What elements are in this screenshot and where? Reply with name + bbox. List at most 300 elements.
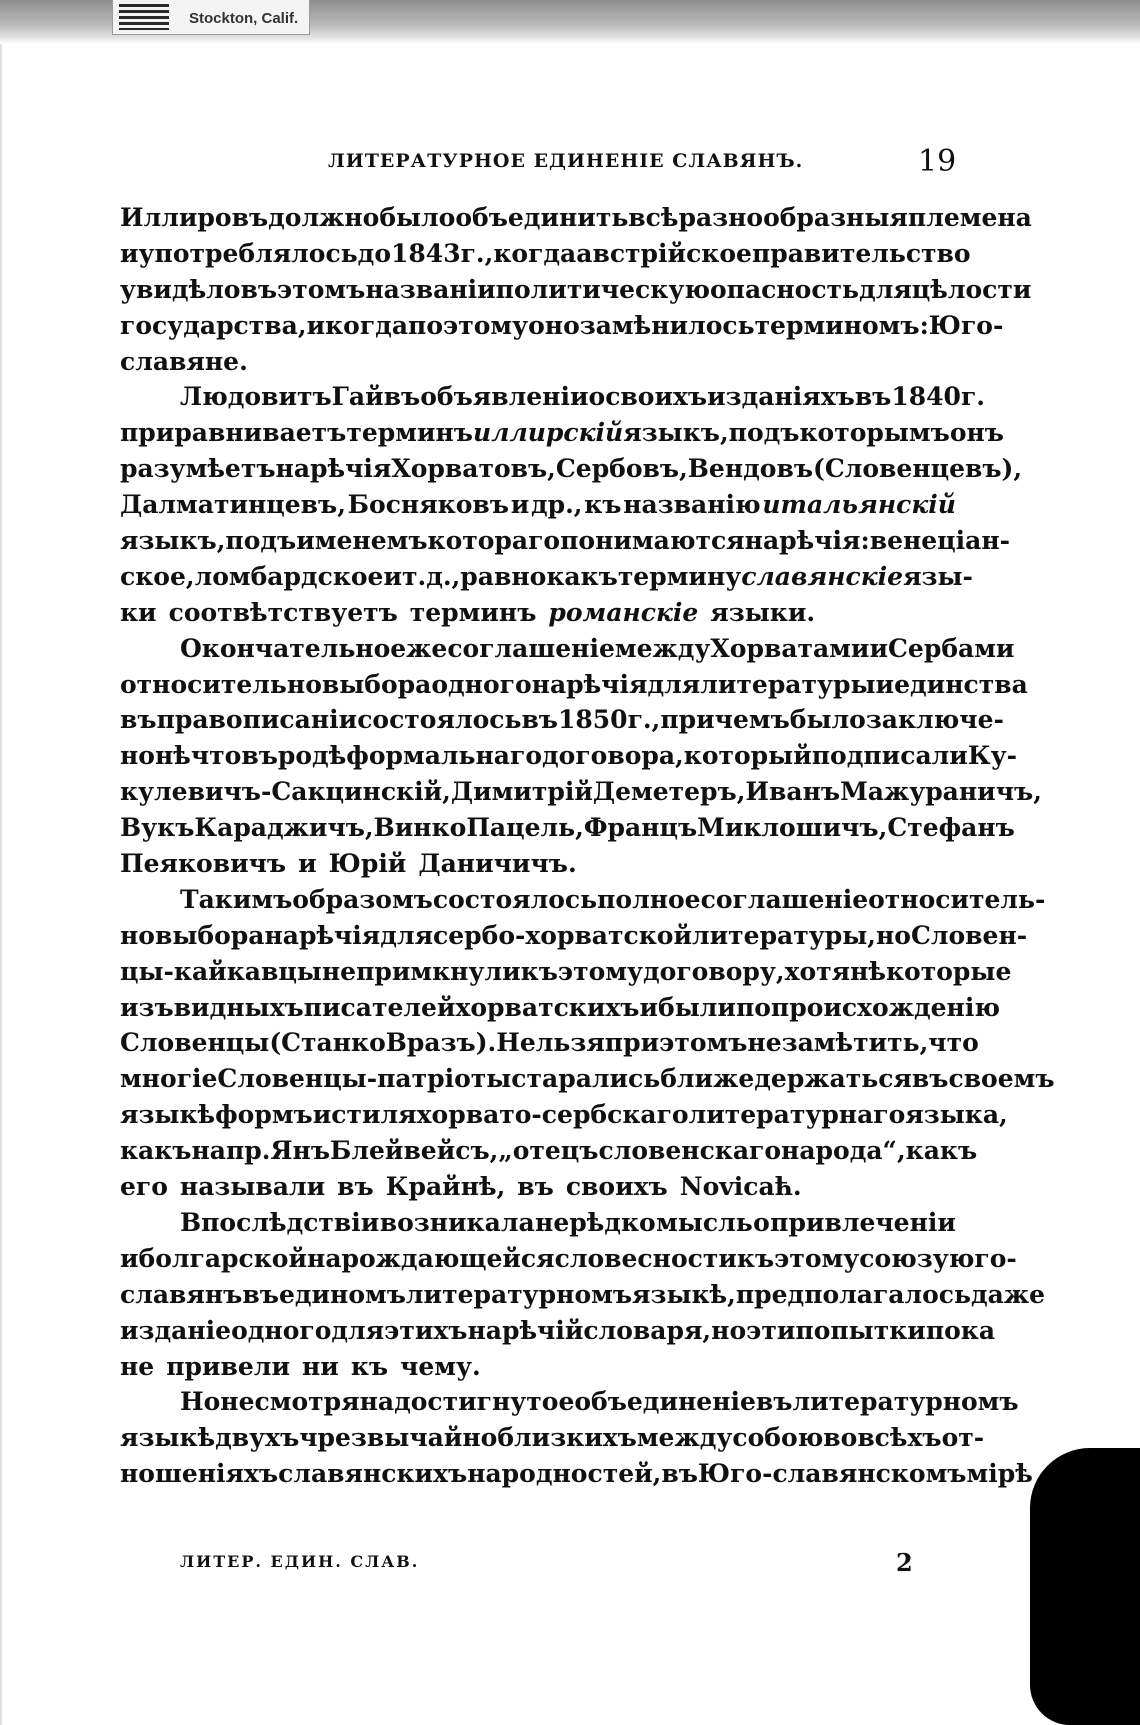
text-line bbox=[120, 631, 1015, 667]
text-line bbox=[120, 1133, 978, 1169]
word: о bbox=[588, 382, 606, 412]
word: состоялось bbox=[357, 705, 522, 735]
word: употреблялось bbox=[138, 238, 358, 268]
page-number: 19 bbox=[918, 144, 957, 179]
word: чему. bbox=[400, 1351, 481, 1381]
word: ни bbox=[302, 1351, 339, 1381]
word: цы-кайкавцы bbox=[120, 956, 322, 986]
word: 1840 bbox=[891, 382, 961, 412]
text-line bbox=[120, 308, 1004, 344]
paragraph bbox=[120, 882, 1055, 1205]
word: и bbox=[510, 490, 530, 520]
word: Далматинцевъ, bbox=[120, 490, 346, 520]
word: этихъ bbox=[384, 1315, 468, 1345]
word: объединеніе bbox=[574, 1387, 756, 1417]
word: литературномъ bbox=[792, 1387, 1019, 1417]
word: Юрій bbox=[328, 849, 407, 879]
word: Блейвейсъ, bbox=[330, 1136, 499, 1166]
stamp-barcode-lines bbox=[119, 4, 169, 30]
word: какъ bbox=[546, 561, 618, 591]
text-line bbox=[120, 667, 1028, 703]
word: называли bbox=[179, 1172, 326, 1202]
word: при bbox=[660, 705, 715, 735]
word: поэтому bbox=[408, 310, 529, 340]
word: Сербами bbox=[888, 633, 1015, 663]
word: 1850 bbox=[558, 705, 628, 735]
word: Хорватовъ, bbox=[391, 454, 556, 484]
word: Пацель, bbox=[466, 813, 584, 843]
word: этому bbox=[557, 956, 643, 986]
word: Novicaћ. bbox=[679, 1172, 802, 1202]
word: др., bbox=[530, 490, 583, 520]
word: г., bbox=[627, 705, 661, 735]
word: Даничичъ. bbox=[418, 849, 577, 879]
word: не bbox=[321, 956, 357, 986]
word: до bbox=[357, 238, 392, 268]
word: ломбардское bbox=[194, 561, 384, 591]
word: Вукъ bbox=[120, 813, 195, 843]
word: во bbox=[823, 1423, 858, 1453]
text-line bbox=[120, 738, 1017, 774]
word: именемъ bbox=[296, 526, 428, 556]
signature-number: 2 bbox=[896, 1548, 913, 1577]
word: Ку- bbox=[967, 741, 1017, 771]
word: въ bbox=[120, 705, 157, 735]
word: сербо-хорватской bbox=[433, 920, 692, 950]
word: и bbox=[120, 1243, 139, 1273]
word: нѣкоторые bbox=[850, 956, 1012, 986]
text-line bbox=[120, 846, 956, 882]
word: Юго-славянскомъ bbox=[697, 1459, 967, 1489]
text-line bbox=[120, 1169, 956, 1205]
word: въ bbox=[383, 382, 421, 412]
text-line bbox=[120, 990, 1000, 1026]
word: г., bbox=[460, 238, 494, 268]
word: приравниваетъ bbox=[120, 418, 347, 448]
word: терминъ bbox=[346, 418, 473, 448]
word: въ bbox=[661, 1459, 698, 1489]
word: не bbox=[747, 1028, 782, 1058]
text-line bbox=[120, 1349, 956, 1385]
word: когда bbox=[325, 310, 409, 340]
word: увидѣло bbox=[120, 274, 241, 304]
word: языкѣ bbox=[120, 1423, 216, 1453]
text-line bbox=[120, 1456, 1033, 1492]
text-line bbox=[120, 1313, 996, 1349]
word: между bbox=[636, 1423, 733, 1453]
word: (Станко bbox=[269, 1028, 386, 1058]
word: въ bbox=[521, 705, 558, 735]
text-line bbox=[120, 344, 956, 380]
text-line bbox=[120, 272, 1032, 308]
word: для bbox=[859, 274, 912, 304]
word: привели bbox=[166, 1351, 290, 1381]
text-line bbox=[120, 954, 1012, 990]
word: достигнутое bbox=[394, 1387, 575, 1417]
word: замѣнилось bbox=[579, 310, 755, 340]
word: народностей, bbox=[467, 1459, 662, 1489]
text-line bbox=[120, 595, 956, 631]
paragraph bbox=[120, 379, 1023, 630]
word: и bbox=[120, 238, 139, 268]
text-line bbox=[120, 1205, 956, 1241]
word: и bbox=[639, 992, 659, 1022]
word: Деметеръ, bbox=[592, 777, 746, 807]
text-line bbox=[120, 236, 971, 272]
word: для bbox=[647, 669, 701, 699]
word: попытки bbox=[795, 1315, 926, 1345]
word: языкѣ bbox=[120, 1100, 216, 1130]
word: названіи bbox=[365, 274, 496, 304]
word: Юго- bbox=[928, 310, 1004, 340]
word: двухъ bbox=[215, 1423, 300, 1453]
word: словенскаго bbox=[598, 1136, 782, 1166]
word: были bbox=[658, 992, 736, 1022]
word: же bbox=[406, 633, 448, 663]
word: къ bbox=[520, 956, 558, 986]
word: какъ bbox=[905, 1136, 978, 1166]
word: выбора bbox=[321, 669, 432, 699]
word: изданіе bbox=[120, 1315, 232, 1345]
word: что bbox=[928, 1028, 979, 1058]
word: единства bbox=[894, 669, 1028, 699]
word: опасность bbox=[709, 274, 860, 304]
word: привлеченіи bbox=[770, 1207, 956, 1237]
word: Окончательное bbox=[180, 633, 407, 663]
word: Пеяковичъ bbox=[120, 849, 287, 879]
text-line bbox=[120, 1061, 1055, 1097]
body-text bbox=[120, 200, 1055, 1492]
word: нарождающейся bbox=[307, 1243, 555, 1273]
word: Нельзя bbox=[496, 1028, 605, 1058]
library-stamp bbox=[112, 0, 310, 35]
word: иллирскій bbox=[472, 418, 624, 448]
paragraph bbox=[120, 1205, 1046, 1384]
text-line bbox=[120, 200, 1032, 236]
word: хотя bbox=[784, 956, 851, 986]
word: чрезвычайно bbox=[299, 1423, 498, 1453]
word: своихъ bbox=[605, 382, 708, 412]
word: народа“, bbox=[781, 1136, 906, 1166]
paragraph bbox=[120, 631, 1042, 882]
word: полное bbox=[597, 884, 701, 914]
word: относительно bbox=[120, 669, 322, 699]
word: Иллировъ bbox=[120, 203, 269, 232]
word: при bbox=[604, 1028, 660, 1058]
paragraph bbox=[120, 200, 1032, 379]
word: примкнули bbox=[356, 956, 521, 986]
word: въ bbox=[911, 1064, 949, 1094]
word: и bbox=[312, 1100, 332, 1130]
word: Сербовъ, bbox=[555, 454, 688, 484]
word: равно bbox=[460, 561, 547, 591]
word: формальнаго bbox=[346, 741, 542, 771]
word: государства, bbox=[120, 310, 307, 340]
word: объединить bbox=[455, 203, 629, 232]
word: изъ bbox=[120, 992, 174, 1022]
word: славянскихъ bbox=[278, 1459, 468, 1489]
text-line bbox=[120, 1384, 1019, 1420]
word: Босняковъ bbox=[347, 490, 509, 520]
word: но bbox=[120, 741, 155, 771]
word: и bbox=[383, 561, 403, 591]
word: стиля bbox=[331, 1100, 417, 1130]
word: писателей bbox=[303, 992, 456, 1022]
word: въ bbox=[242, 1279, 279, 1309]
word: близкихъ bbox=[497, 1423, 637, 1453]
word: языкъ, bbox=[120, 526, 226, 556]
word: старались bbox=[511, 1064, 661, 1094]
word: не bbox=[120, 1351, 155, 1381]
word: Димитрій bbox=[450, 777, 593, 807]
word: кулевичъ-Сакцинскій, bbox=[120, 777, 451, 807]
word: между bbox=[614, 633, 711, 663]
word: политическую bbox=[495, 274, 710, 304]
word: 1843 bbox=[391, 238, 461, 268]
word: договора, bbox=[542, 741, 684, 771]
word: и bbox=[298, 849, 317, 879]
word: венеціан- bbox=[869, 526, 1011, 556]
word: изданіяхъ bbox=[707, 382, 855, 412]
word: Стефанъ bbox=[887, 813, 1015, 843]
word: хорватскихъ bbox=[455, 992, 640, 1022]
text-line bbox=[120, 1241, 1017, 1277]
word: Словен- bbox=[910, 920, 1028, 950]
word: въ bbox=[755, 1387, 793, 1417]
word: своихъ bbox=[565, 1172, 668, 1202]
word: и bbox=[306, 310, 326, 340]
word: когда bbox=[493, 238, 577, 268]
word: нарѣчій bbox=[467, 1315, 584, 1345]
word: многіе bbox=[120, 1064, 218, 1094]
word: терминъ bbox=[409, 597, 537, 627]
word: было bbox=[789, 705, 866, 735]
word: договору, bbox=[643, 956, 785, 986]
word: этомъ bbox=[277, 274, 366, 304]
text-line bbox=[120, 882, 1046, 918]
text-line bbox=[120, 487, 956, 523]
word: оно bbox=[528, 310, 580, 340]
text-line bbox=[120, 774, 1042, 810]
word: состоялось bbox=[432, 884, 598, 914]
word: ношеніяхъ bbox=[120, 1459, 279, 1489]
word: Караджичъ, bbox=[194, 813, 374, 843]
word: соглашеніе bbox=[447, 633, 615, 663]
word: „отецъ bbox=[498, 1136, 599, 1166]
word: литературы, bbox=[692, 920, 876, 950]
word: къ bbox=[584, 490, 622, 520]
printer-signature: ЛИТЕР. ЕДИН. СЛАВ. bbox=[180, 1552, 420, 1571]
text-line bbox=[120, 379, 985, 415]
word: даже bbox=[971, 1279, 1046, 1309]
word: ки bbox=[120, 597, 157, 627]
word: въ bbox=[337, 1172, 374, 1202]
word: но bbox=[711, 1315, 747, 1345]
word: нерѣдко bbox=[535, 1207, 656, 1237]
word: Людовитъ bbox=[180, 382, 332, 412]
word: ское, bbox=[120, 561, 195, 591]
word: Винко bbox=[373, 813, 467, 843]
word: держаться bbox=[754, 1064, 912, 1094]
word: родѣ bbox=[277, 741, 347, 771]
text-line bbox=[120, 702, 1004, 738]
word: который bbox=[683, 741, 812, 771]
word: литературномъ bbox=[405, 1279, 633, 1309]
word: и bbox=[869, 633, 889, 663]
word: болгарской bbox=[138, 1243, 308, 1273]
word: разумѣетъ bbox=[120, 454, 276, 484]
word: Иванъ bbox=[745, 777, 841, 807]
word: т. bbox=[402, 561, 427, 591]
word: его bbox=[120, 1172, 168, 1202]
word: (Словенцевъ), bbox=[813, 454, 1023, 484]
word: Мажураничъ, bbox=[840, 777, 1042, 807]
page-header bbox=[0, 146, 1140, 186]
word: напр. bbox=[191, 1136, 271, 1166]
page-footer bbox=[0, 1548, 1140, 1578]
text-line bbox=[120, 523, 1011, 559]
word: разнообразныя bbox=[678, 203, 908, 232]
scan-left-edge bbox=[0, 44, 3, 1725]
word: возникала bbox=[379, 1207, 535, 1237]
word: должно bbox=[268, 203, 380, 232]
word: въ bbox=[241, 741, 278, 771]
word: хорвато-сербскаго bbox=[416, 1100, 689, 1130]
word: нарѣчія bbox=[264, 920, 381, 950]
stamp-label: Stockton, Calif. bbox=[189, 10, 299, 27]
word: предполагалось bbox=[735, 1279, 971, 1309]
word: цѣлости bbox=[911, 274, 1032, 304]
word: г. bbox=[960, 382, 985, 412]
word: литературнаго bbox=[688, 1100, 906, 1130]
text-line bbox=[120, 1277, 1046, 1313]
word: Гай bbox=[331, 382, 384, 412]
word: но bbox=[875, 920, 911, 950]
word: подписали bbox=[811, 741, 968, 771]
word: чемъ bbox=[714, 705, 790, 735]
word: всѣхъ bbox=[857, 1423, 942, 1453]
word: мысль bbox=[656, 1207, 753, 1237]
word: смотря bbox=[254, 1387, 360, 1417]
word: Впослѣдствіи bbox=[180, 1207, 380, 1237]
word: происхожденію bbox=[770, 992, 1000, 1022]
word: австрійское bbox=[576, 238, 752, 268]
word: славянскіе bbox=[741, 561, 904, 591]
word: которымъ bbox=[799, 418, 950, 448]
word: о bbox=[753, 1207, 770, 1237]
word: мірѣ bbox=[966, 1459, 1033, 1489]
word: къ bbox=[736, 1243, 775, 1273]
word: образомъ bbox=[292, 884, 433, 914]
word: Хорватами bbox=[710, 633, 870, 663]
word: нѣчто bbox=[154, 741, 242, 771]
word: правительство bbox=[751, 238, 971, 268]
word: эти bbox=[746, 1315, 796, 1345]
word: язы- bbox=[903, 561, 973, 591]
word: въ bbox=[517, 1172, 554, 1202]
word: Миклошичъ, bbox=[697, 813, 888, 843]
word: для bbox=[331, 1315, 385, 1345]
scan-top-strip bbox=[0, 0, 1140, 44]
word: этомъ bbox=[659, 1028, 748, 1058]
word: своемъ bbox=[948, 1064, 1055, 1094]
word: термину bbox=[617, 561, 742, 591]
word: объявленіи bbox=[420, 382, 589, 412]
word: подъ bbox=[225, 526, 297, 556]
word: нарѣчія bbox=[275, 454, 392, 484]
word: формъ bbox=[215, 1100, 313, 1130]
word: Словенцы bbox=[120, 1028, 270, 1058]
word: правописаніи bbox=[156, 705, 358, 735]
word: относитель- bbox=[868, 884, 1046, 914]
word: понимаются bbox=[560, 526, 745, 556]
word: ближе bbox=[660, 1064, 755, 1094]
text-line bbox=[120, 1097, 1008, 1133]
word: славянъ bbox=[120, 1279, 243, 1309]
word: выбора bbox=[154, 920, 265, 950]
word: было bbox=[379, 203, 456, 232]
word: для bbox=[380, 920, 434, 950]
word: единомъ bbox=[278, 1279, 406, 1309]
word: славяне. bbox=[120, 346, 248, 376]
word: всѣ bbox=[628, 203, 679, 232]
word: литературы bbox=[700, 669, 876, 699]
word: Словенцы-патріоты bbox=[217, 1064, 512, 1094]
word: пока bbox=[925, 1315, 996, 1345]
word: подъ bbox=[728, 418, 800, 448]
word: онъ bbox=[949, 418, 1004, 448]
word: итальянскій bbox=[762, 490, 956, 520]
word: одного bbox=[231, 1315, 332, 1345]
word: къ bbox=[350, 1351, 389, 1381]
word: этому bbox=[774, 1243, 860, 1273]
word: Вендовъ bbox=[687, 454, 814, 484]
word: нарѣчія bbox=[531, 669, 648, 699]
word: языки. bbox=[710, 597, 816, 627]
word: заключе- bbox=[865, 705, 1004, 735]
word: видныхъ bbox=[173, 992, 304, 1022]
word: терминомъ: bbox=[754, 310, 929, 340]
word: не bbox=[220, 1387, 255, 1417]
word: языкъ, bbox=[623, 418, 729, 448]
word: одного bbox=[431, 669, 532, 699]
text-line bbox=[120, 451, 1023, 487]
word: названію bbox=[623, 490, 761, 520]
text-line bbox=[120, 1025, 979, 1061]
word: языка, bbox=[905, 1100, 1008, 1130]
word: Такимъ bbox=[180, 884, 293, 914]
word: Янъ bbox=[270, 1136, 330, 1166]
word: собою bbox=[732, 1423, 824, 1453]
word: котораго bbox=[427, 526, 561, 556]
word: и bbox=[875, 669, 895, 699]
word: словесности bbox=[554, 1243, 737, 1273]
text-line bbox=[120, 415, 1004, 451]
word: соотвѣтствуетъ bbox=[168, 597, 398, 627]
word: д., bbox=[426, 561, 461, 591]
word: въ bbox=[854, 382, 892, 412]
word: романскіе bbox=[548, 597, 699, 627]
word: юго- bbox=[948, 1243, 1017, 1273]
paragraph bbox=[120, 1384, 1033, 1492]
word: от- bbox=[941, 1423, 985, 1453]
word: нарѣчія: bbox=[744, 526, 870, 556]
word: Но bbox=[180, 1387, 221, 1417]
word: племена bbox=[907, 203, 1032, 232]
word: какъ bbox=[120, 1136, 192, 1166]
text-line bbox=[120, 559, 973, 595]
word: Францъ bbox=[583, 813, 698, 843]
